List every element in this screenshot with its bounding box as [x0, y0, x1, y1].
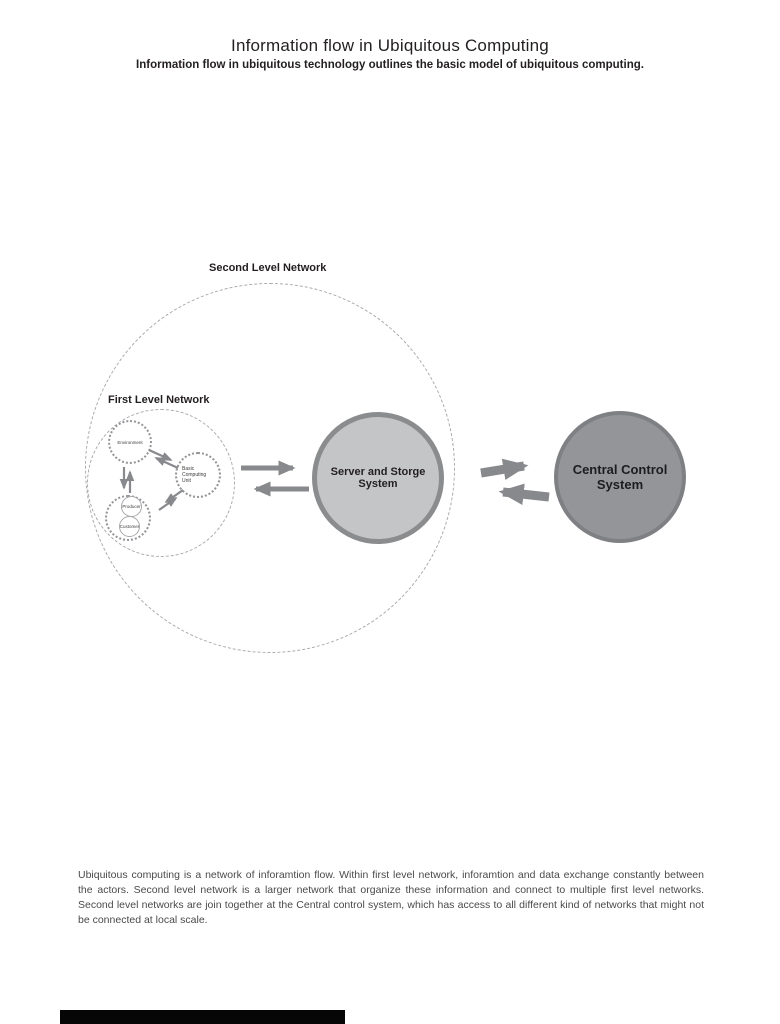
basic-computing-unit-node — [175, 452, 221, 498]
producer-node — [121, 496, 142, 517]
server-storage-node — [312, 412, 444, 544]
footer-description: Ubiquitous computing is a network of inforamtion flow. Within first level network, inforamtion and data exchange constantly between the actors. Second level network is a larger network that organize these information and connect to multiple first level networks. Second level networks are join together at the Central control system, which has access to all different kind of networks that might not be connected at local scale. — [78, 869, 704, 926]
basic-computing-unit-label: Basic Computing Unit — [182, 466, 207, 484]
page-subtitle: Information flow in ubiquitous technology outlines the basic model of ubiquitous computing. — [136, 59, 644, 71]
footer-bar — [60, 1010, 345, 1024]
server-storage-label: Server and Storge System — [330, 466, 426, 490]
environment-label: Environment — [117, 439, 143, 445]
environment-node — [108, 420, 152, 464]
page-title: Information flow in Ubiquitous Computing — [231, 36, 549, 55]
arrow-server-to-central-icon — [481, 466, 524, 473]
second-level-network-label: Second Level Network — [209, 262, 327, 274]
arrow-central-to-server-icon — [503, 492, 549, 497]
producer-label: Producer — [122, 504, 141, 509]
central-control-node — [554, 411, 686, 543]
first-level-network-label: First Level Network — [108, 394, 210, 406]
customer-node — [119, 516, 140, 537]
central-control-label: Central Control System — [572, 462, 668, 492]
customer-label: Customer — [119, 524, 140, 529]
